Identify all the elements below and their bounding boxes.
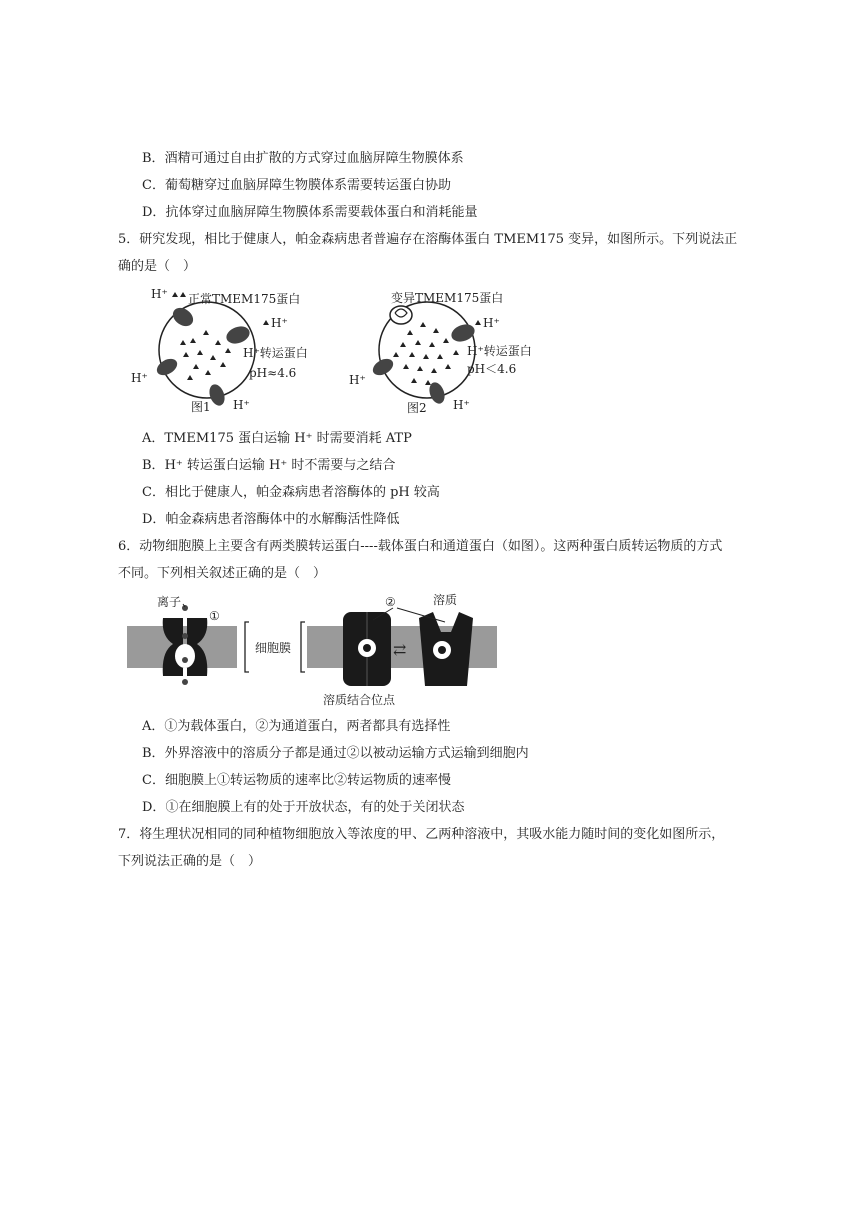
q6-option-a: A．①为载体蛋白，②为通道蛋白，两者都具有选择性 bbox=[142, 719, 451, 734]
lysosome-figure-1 bbox=[125, 285, 310, 415]
q6-stem-cont: 不同。下列相关叙述正确的是（ ） bbox=[118, 566, 327, 581]
q6-option-b: B．外界溶液中的溶质分子都是通过②以被动运输方式运输到细胞内 bbox=[142, 746, 529, 761]
label-ph: pH＜4.6 bbox=[467, 362, 517, 376]
tmem175-protein-mutant bbox=[390, 306, 412, 324]
svg-text:H⁺: H⁺ bbox=[151, 287, 168, 301]
q5-option-d: D．帕金森病患者溶酶体中的水解酶活性降低 bbox=[142, 512, 400, 527]
figure-caption: 图2 bbox=[407, 401, 427, 415]
equilibrium-arrows: ⇄ bbox=[393, 640, 407, 659]
svg-text:H⁺: H⁺ bbox=[271, 316, 288, 330]
q7-stem-cont: 下列说法正确的是（ ） bbox=[118, 854, 262, 869]
q5-option-a: A．TMEM175 蛋白运输 H⁺ 时需要消耗 ATP bbox=[142, 431, 412, 446]
label-mutant-tmem175: 变异TMEM175蛋白 bbox=[391, 291, 504, 305]
q4-option-c: C．葡萄糖穿过血脑屏障生物膜体系需要转运蛋白协助 bbox=[142, 178, 451, 193]
q6-option-c: C．细胞膜上①转运物质的速率比②转运物质的速率慢 bbox=[142, 773, 451, 788]
q4-option-b: B．酒精可通过自由扩散的方式穿过血脑屏障生物膜体系 bbox=[142, 151, 464, 166]
label-h-transporter: H⁺转运蛋白 bbox=[243, 346, 308, 360]
svg-text:H⁺: H⁺ bbox=[483, 316, 500, 330]
q5-option-c: C．相比于健康人，帕金森病患者溶酶体的 pH 较高 bbox=[142, 485, 440, 500]
membrane-transport-figure bbox=[125, 592, 505, 710]
label-normal-tmem175: 正常TMEM175蛋白 bbox=[188, 292, 301, 306]
lysosome-figure-2 bbox=[345, 285, 545, 415]
q5-stem-cont: 确的是（ ） bbox=[118, 259, 197, 274]
carrier-protein-open-inside bbox=[419, 612, 473, 686]
label-h-transporter: H⁺转运蛋白 bbox=[467, 344, 532, 358]
q6-option-d: D．①在细胞膜上有的处于开放状态，有的处于关闭状态 bbox=[142, 800, 465, 815]
figure-caption: 图1 bbox=[191, 400, 211, 414]
label-membrane: 细胞膜 bbox=[255, 641, 292, 655]
q7-stem: 7．将生理状况相同的同种植物细胞放入等浓度的甲、乙两种溶液中，其吸水能力随时间的变化如图所示， bbox=[118, 827, 725, 842]
carrier-protein-open-outside bbox=[343, 612, 391, 686]
label-one: ① bbox=[209, 609, 220, 623]
svg-text:H⁺: H⁺ bbox=[453, 398, 470, 412]
q5-option-b: B．H⁺ 转运蛋白运输 H⁺ 时不需要与之结合 bbox=[142, 458, 396, 473]
q6-stem: 6．动物细胞膜上主要含有两类膜转运蛋白----载体蛋白和通道蛋白（如图）。这两种蛋白质转运物质的方式 bbox=[118, 539, 723, 554]
q4-option-d: D．抗体穿过血脑屏障生物膜体系需要载体蛋白和消耗能量 bbox=[142, 205, 478, 220]
label-ph: pH≈4.6 bbox=[249, 366, 297, 380]
label-binding-site: 溶质结合位点 bbox=[323, 693, 396, 707]
svg-text:H⁺: H⁺ bbox=[131, 371, 148, 385]
label-solute: 溶质 bbox=[433, 593, 458, 607]
q5-stem: 5．研究发现，相比于健康人，帕金森病患者普遍存在溶酶体蛋白 TMEM175 变异，如图所示。下列说法正 bbox=[118, 232, 738, 247]
h-transporter-protein bbox=[224, 323, 252, 346]
svg-text:H⁺: H⁺ bbox=[349, 373, 366, 387]
label-ion: 离子 bbox=[157, 595, 182, 609]
label-two: ② bbox=[385, 595, 396, 609]
svg-text:H⁺: H⁺ bbox=[233, 398, 250, 412]
